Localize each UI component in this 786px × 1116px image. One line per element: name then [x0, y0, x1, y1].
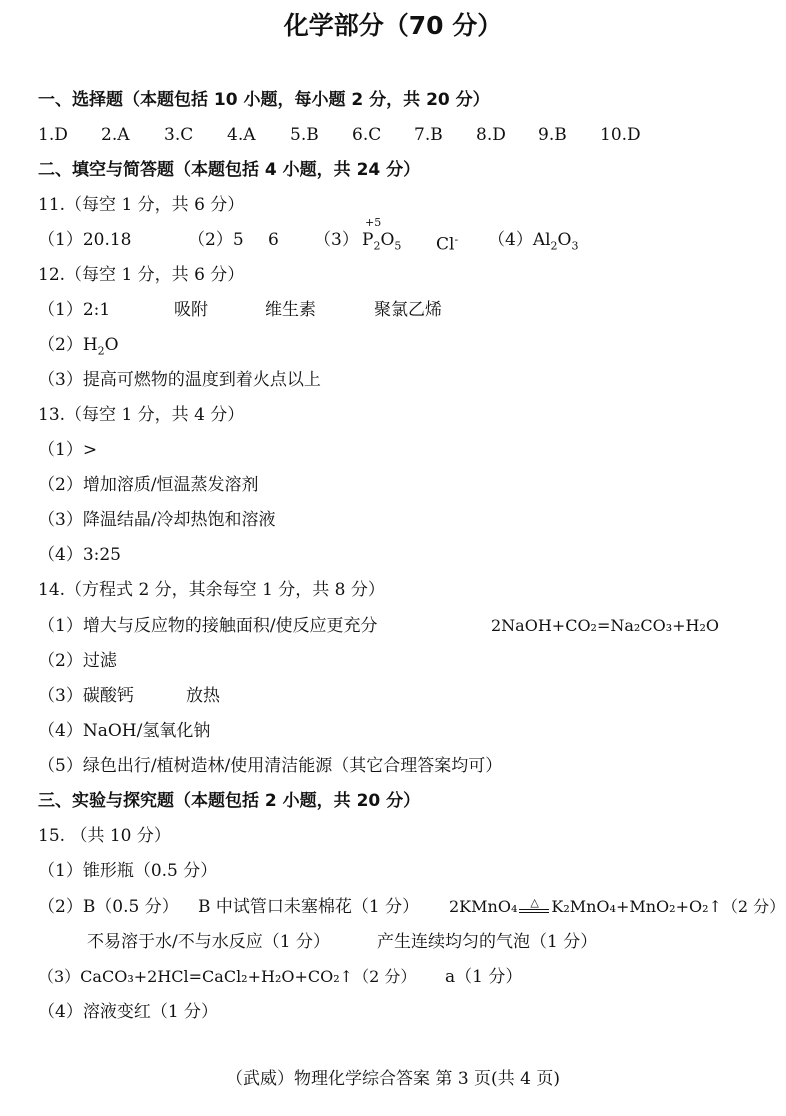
choice-answer: 2.A	[101, 125, 130, 145]
q15-a2c: 不易溶于水/不与水反应（1 分）	[87, 932, 330, 952]
q14-a5: （5）绿色出行/植树造林/使用清洁能源（其它合理答案均可）	[38, 756, 503, 776]
q15-a1: （1）锥形瓶（0.5 分）	[38, 861, 218, 881]
q12-a1b: 吸附	[174, 300, 208, 320]
q14-a3b: 放热	[186, 686, 220, 706]
valence-label: +5	[365, 216, 382, 229]
choice-answer: 4.A	[227, 125, 256, 145]
q13-header: 13.（每空 1 分，共 4 分）	[38, 405, 245, 425]
chloride-ion: Cl-	[436, 233, 459, 255]
q12-a3: （3）提高可燃物的温度到着火点以上	[38, 370, 321, 390]
choice-answer: 1.D	[38, 125, 68, 145]
q15-a2d: 产生连续均匀的气泡（1 分）	[377, 932, 598, 952]
section-heading-experiment: 三、实验与探究题（本题包括 2 小题，共 20 分）	[38, 791, 421, 811]
section-heading-fill: 二、填空与简答题（本题包括 4 小题，共 24 分）	[38, 160, 421, 180]
q13-a3: （3）降温结晶/冷却热饱和溶液	[38, 510, 276, 530]
q15-a3: （3）CaCO₃+2HCl=CaCl₂+H₂O+CO₂↑（2 分）	[38, 967, 417, 986]
q11-a2b: 6	[268, 230, 279, 250]
p2o5-formula: +5 $P_2O_5$	[362, 229, 401, 257]
q15-a2b: B 中试管口未塞棉花（1 分）	[198, 897, 420, 917]
q15-a2a: （2）B（0.5 分）	[38, 897, 179, 917]
choice-answer: 10.D	[600, 125, 641, 145]
q15-header: 15. （共 10 分）	[38, 826, 171, 846]
q15-a3b: a（1 分）	[445, 967, 523, 987]
q11-answers	[38, 216, 738, 257]
q11-a3: （3）	[314, 230, 359, 250]
q12-a1d: 聚氯乙烯	[374, 300, 442, 320]
q12-a1: （1）2:1	[38, 300, 111, 320]
choice-answer: 3.C	[164, 125, 194, 145]
q11-a4: $(4)Al_2O_3$	[488, 230, 579, 253]
q13-a1: （1）>	[38, 440, 98, 460]
page-title: 化学部分（70 分）	[283, 11, 503, 40]
q14-header: 14.（方程式 2 分，其余每空 1 分，共 8 分）	[38, 580, 385, 600]
q14-a1: （1）增大与反应物的接触面积/使反应更充分	[38, 616, 378, 636]
heat-condition: △	[517, 896, 551, 918]
choice-answer: 8.D	[476, 125, 506, 145]
choice-answer: 6.C	[352, 125, 382, 145]
page-footer: （武威）物理化学综合答案 第 3 页(共 4 页)	[226, 1069, 560, 1089]
q14-a2: （2）过滤	[38, 651, 117, 671]
choice-answers-row	[38, 124, 738, 146]
q15-a4: （4）溶液变红（1 分）	[38, 1002, 219, 1022]
q12-a2: $(2)H_2O$	[38, 335, 119, 358]
choice-answer: 5.B	[290, 125, 319, 145]
q14-a3: （3）碳酸钙	[38, 686, 134, 706]
q13-a4: （4）3:25	[38, 545, 121, 565]
q11-header: 11.（每空 1 分，共 6 分）	[38, 195, 245, 215]
section-heading-choice: 一、选择题（本题包括 10 小题，每小题 2 分，共 20 分）	[38, 90, 490, 110]
q11-a2a: （2）5	[188, 230, 244, 250]
q14-equation: 2NaOH+CO₂=Na₂CO₃+H₂O	[491, 616, 719, 635]
choice-answer: 7.B	[414, 125, 443, 145]
q13-a2: （2）增加溶质/恒温蒸发溶剂	[38, 475, 259, 495]
kmno4-equation: 2KMnO₄ △ K₂MnO₄+MnO₂+O₂↑（2 分）	[449, 896, 786, 916]
q11-a1: （1）20.18	[38, 230, 132, 250]
q14-a4: （4）NaOH/氢氧化钠	[38, 721, 211, 741]
choice-answer: 9.B	[538, 125, 567, 145]
q12-header: 12.（每空 1 分，共 6 分）	[38, 265, 245, 285]
q12-a1c: 维生素	[265, 300, 316, 320]
